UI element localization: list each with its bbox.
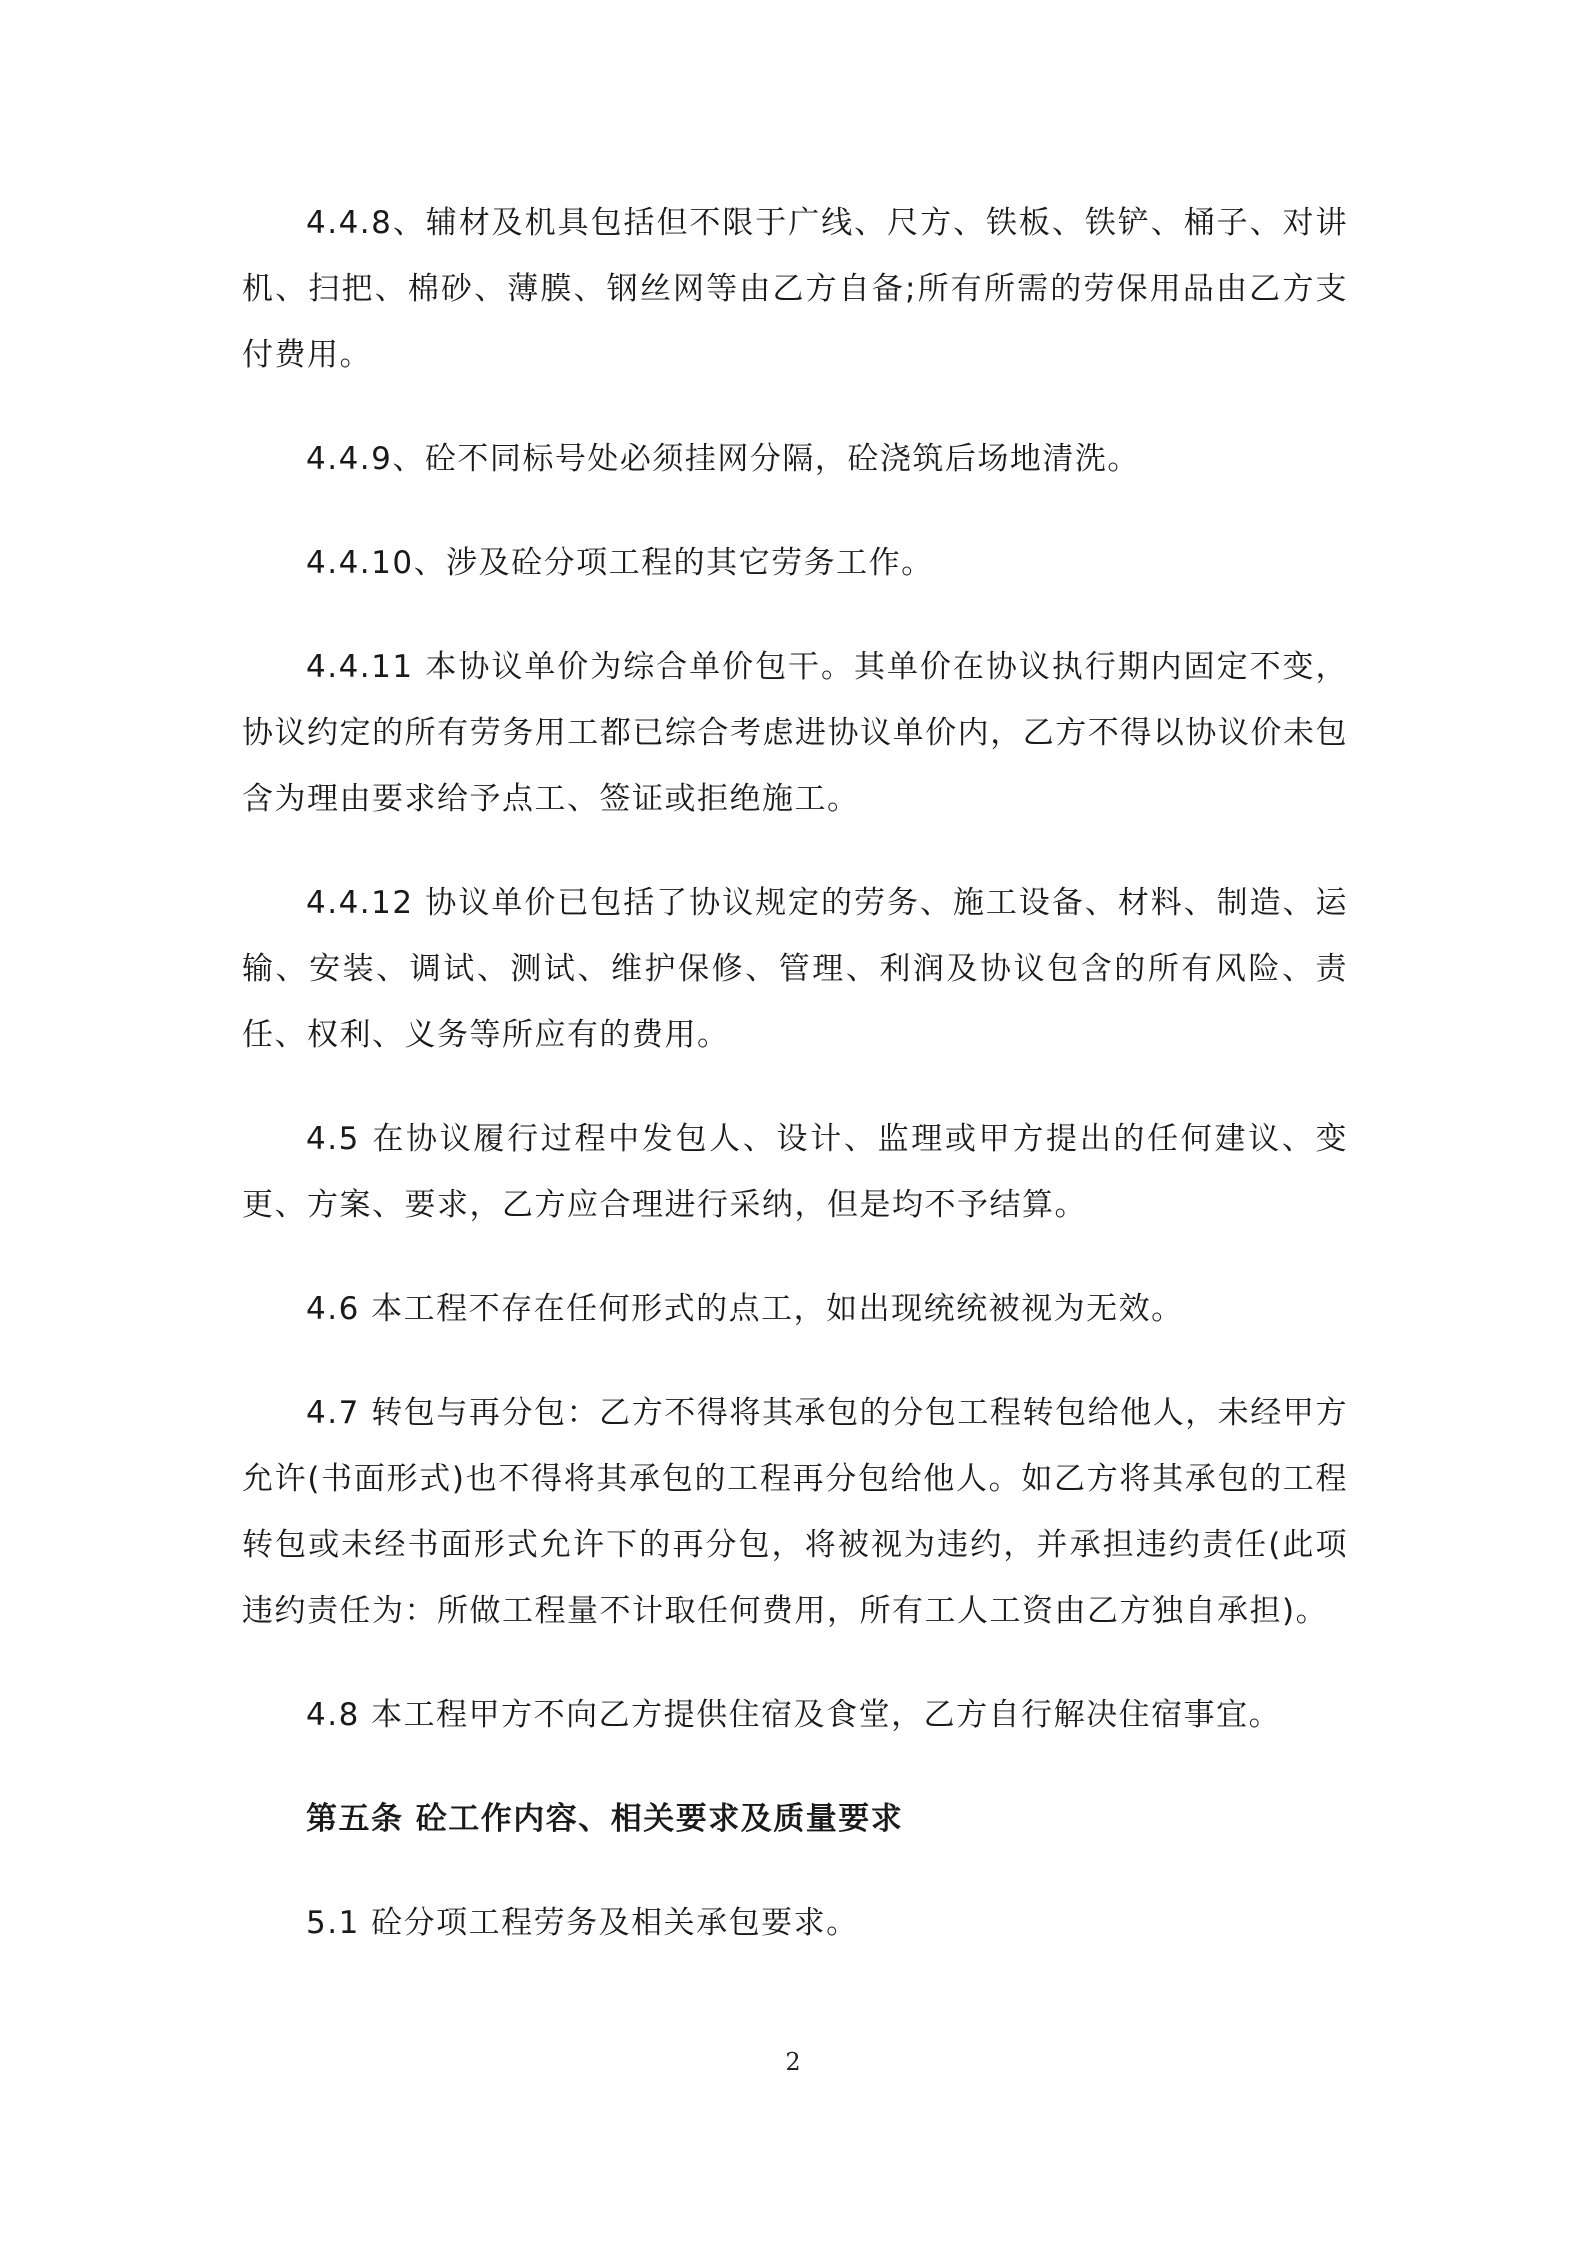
clause-4-5: 4.5 在协议履行过程中发包人、设计、监理或甲方提出的任何建议、变更、方案、要求，乙方应合理进行采纳，但是均不予结算。 (242, 1121, 1348, 1223)
page-number: 2 (785, 2048, 801, 2076)
clause-4-4-12: 4.4.12 协议单价已包括了协议规定的劳务、施工设备、材料、制造、运输、安装、调试、测试、维护保修、管理、利润及协议包含的所有风险、责任、权利、义务等所应有的费用。 (242, 885, 1348, 1053)
article-5-heading: 第五条 砼工作内容、相关要求及质量要求 (306, 1801, 904, 1837)
clause-4-4-11: 4.4.11 本协议单价为综合单价包干。其单价在协议执行期内固定不变，协议约定的所有劳务用工都已综合考虑进协议单价内，乙方不得以协议价未包含为理由要求给予点工、签证或拒绝施工。 (242, 649, 1348, 817)
clause-4-4-10: 4.4.10、涉及砼分项工程的其它劳务工作。 (306, 545, 934, 581)
clause-4-4-8: 4.4.8、辅材及机具包括但不限于广线、尺方、铁板、铁铲、桶子、对讲机、扫把、棉砂、薄膜、钢丝网等由乙方自备;所有所需的劳保用品由乙方支付费用。 (242, 205, 1348, 373)
clause-4-6: 4.6 本工程不存在任何形式的点工，如出现统统被视为无效。 (306, 1291, 1184, 1327)
clause-4-8: 4.8 本工程甲方不向乙方提供住宿及食堂，乙方自行解决住宿事宜。 (306, 1697, 1282, 1733)
clause-5-1: 5.1 砼分项工程劳务及相关承包要求。 (306, 1905, 859, 1941)
document-body (242, 190, 1348, 1956)
clause-4-7: 4.7 转包与再分包：乙方不得将其承包的分包工程转包给他人，未经甲方允许(书面形式)也不得将其承包的工程再分包给他人。如乙方将其承包的工程转包或未经书面形式允许下的再分包，将被视为违约，并承担违约责任(此项违约责任为：所做工程量不计取任何费用，所有工人工资由乙方独自承担)。 (242, 1395, 1348, 1629)
clause-4-4-9: 4.4.9、砼不同标号处必须挂网分隔，砼浇筑后场地清洗。 (306, 441, 1140, 477)
